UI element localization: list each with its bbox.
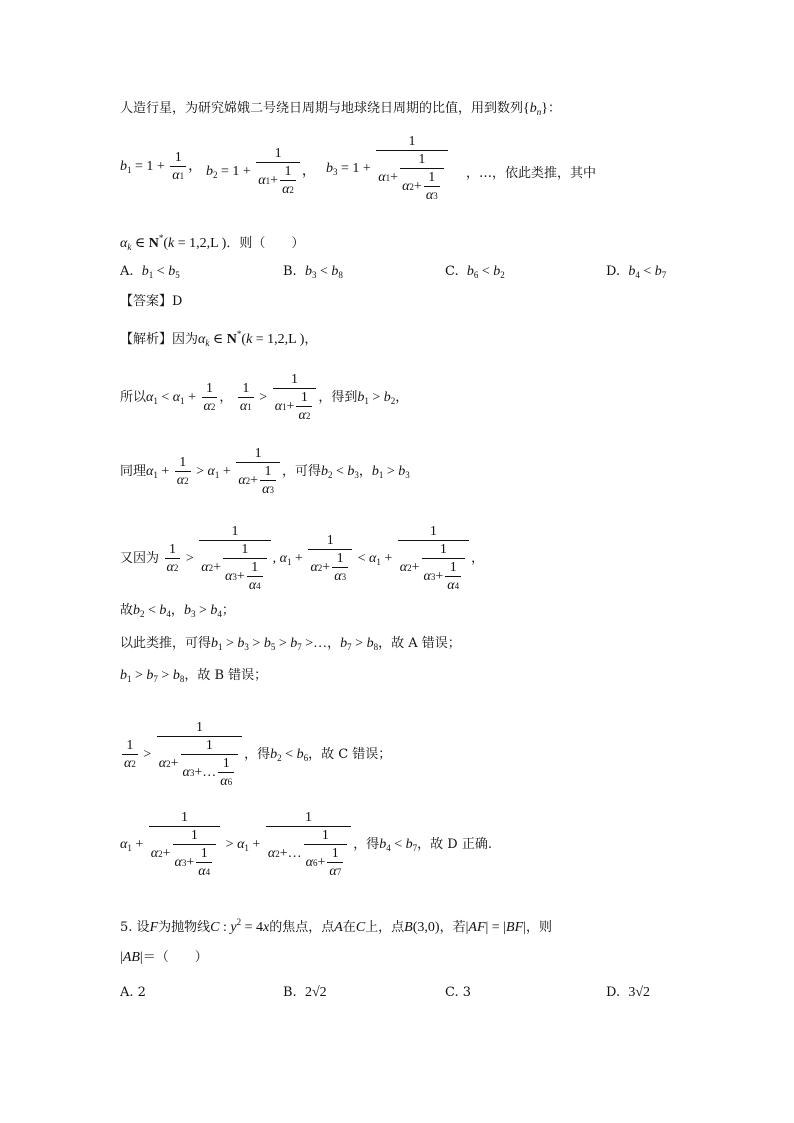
q5-option-d[interactable]: [606, 985, 650, 1001]
l8-result: $b_4 < b_7$: [379, 837, 418, 854]
l2-ineq: $\alpha_1$ + 1 α 2 > $\alpha_1$ + 1 α 2 + 1 α 3: [146, 464, 282, 479]
q4-option-b[interactable]: [283, 264, 343, 280]
alpha-k-condition: $\alpha_k$ ∈ N*(k = 1,2,L ): [198, 329, 305, 348]
q5-text: 在: [342, 920, 356, 935]
alpha-k-condition: $\alpha_k$ ∈ N*(k = 1,2,L ): [120, 233, 227, 252]
answer-value: D: [172, 294, 183, 309]
q5-text: ，若: [439, 920, 466, 935]
l1-suffix: ，得到: [318, 390, 358, 406]
q4-intro-end: ：: [547, 101, 561, 116]
l2-result-b: $b_1 > b_3$: [371, 464, 410, 481]
l2-suffix: ，可得: [281, 464, 321, 480]
b1-definition: $b_1 = 1$ + 1 α 1 ，: [120, 150, 203, 183]
point-b: B(3,0): [404, 920, 440, 935]
analysis-because: 因为: [172, 332, 199, 347]
ab-length: |AB|: [120, 950, 143, 965]
l4-result: $b_2 < b_4$: [133, 603, 171, 619]
answer-label: 【答案】: [120, 294, 173, 309]
l7-mid: ，得: [244, 747, 271, 763]
q4-option-d[interactable]: [606, 264, 666, 280]
l5-chain: $b_1 > b_3 > b_5 > b_7$ >…: [211, 636, 328, 652]
q4-option-a[interactable]: [120, 264, 180, 280]
curve-c: C: [355, 920, 366, 935]
option-math: $b_4 < b_7$: [628, 264, 667, 280]
option-math: $b_3 < b_8$: [304, 264, 343, 280]
l7-tail: ，故 C 错误；: [308, 747, 392, 763]
l6-tail: ，故 B 错误；: [184, 668, 268, 683]
l8-mid: ，得: [353, 837, 380, 853]
option-value: 3√2: [628, 985, 651, 1000]
l8-tail: ，故 D 正确.: [417, 837, 492, 853]
q4-ellipsis-text: ，…，依此类推，其中: [466, 166, 597, 181]
point-a: A: [334, 920, 343, 935]
analysis-line-7: [120, 720, 391, 790]
option-label: D.: [606, 985, 621, 1000]
option-label: B.: [283, 264, 297, 279]
option-math: $b_1 < b_5$: [141, 264, 180, 280]
l5-result: $b_7 > b_8$: [340, 636, 379, 652]
q5-text: ＝（ ）: [142, 950, 208, 965]
q5-text: 为抛物线: [158, 920, 211, 935]
q5-text: 的焦点，点: [269, 920, 335, 935]
option-label: D.: [606, 264, 621, 279]
q5-line-2: [120, 950, 208, 966]
b3-definition: $b_3 = 1$ + 1 α 1 + 1 α 2 + 1 α 3: [326, 134, 450, 204]
option-label: A.: [120, 985, 134, 1000]
q5-text: 设: [136, 920, 150, 935]
analysis-line-1: 所以$\alpha_1 < \alpha_1$ + 1 α 2 ， 1 α 1 > 1 α 1 + 1 α 2 ，得到$b_1 > b_2$，: [120, 372, 409, 423]
l1-ineq-a: $\alpha_1 < \alpha_1$ + 1 α 2: [146, 381, 216, 414]
answer-line: [120, 294, 182, 310]
q4-condition-text: ．则（ ）: [226, 236, 305, 251]
point-f: F: [149, 920, 159, 935]
l4-result-b: $b_3 > b_4$: [183, 603, 222, 619]
af-eq-bf: |AF| = |BF|: [465, 920, 526, 935]
l6-chain: $b_1 > b_7 > b_8$: [120, 668, 185, 684]
l3-ineq-a: 1 α 2 > 1 α 2 + 1 α 3 + 1 α 4 ,: [166, 524, 277, 593]
option-label: A.: [120, 264, 134, 279]
b2-definition: $b_2 = 1$ + 1 α 1 + 1 α 2 ，: [206, 146, 316, 197]
q4-condition-line: [120, 230, 304, 255]
option-label: C.: [445, 985, 459, 1000]
l2-prefix: 同理: [120, 464, 147, 480]
analysis-label: 【解析】: [120, 332, 173, 347]
seq-bn: $\{b_n\}$: [523, 101, 548, 117]
q4-option-c[interactable]: [445, 264, 505, 280]
l2-result: $b_2 < b_3$: [320, 464, 359, 481]
q5-option-a[interactable]: [120, 985, 146, 1000]
l1-result: $b_1 > b_2$: [357, 390, 396, 407]
analysis-line-0: 【解析】因为$\alpha_k$ ∈ N*(k = 1,2,L )，: [120, 329, 318, 348]
option-value: 2: [137, 985, 146, 1000]
l3-prefix: 又因为: [120, 551, 160, 567]
q4-intro-line: [120, 101, 561, 120]
q5-text: ，则: [525, 920, 552, 935]
option-value: 3: [462, 985, 472, 1000]
option-label: B.: [283, 985, 297, 1000]
analysis-line-2: 同理$\alpha_1$ + 1 α 2 > $\alpha_1$ + 1 α 2 + 1 α 3 ，可得$b_2 < b_3$，$b_1 > b_3$: [120, 446, 410, 497]
l5-text: 以此类推，可得: [120, 636, 212, 651]
q5-text: 上，点: [365, 920, 405, 935]
l1-prefix: 所以: [120, 390, 147, 406]
analysis-line-5: 以此类推，可得$b_1 > b_3 > b_5 > b_7$ >…，$b_7 > b_8$，故 A 错误；: [120, 636, 461, 652]
l7-ineq: 1 α 2 > 1 α 2 + 1 α 3 +… 1 α 6: [120, 747, 244, 762]
option-label: C.: [445, 264, 459, 279]
l8-ineq: $\alpha_1$ + 1 α 2 + 1 α 3 + 1 α 4 > $\alpha_1$ + 1 α 2 +… 1 α 6 + 1 α 7: [120, 837, 353, 852]
l5-tail: ，故 A 错误；: [378, 636, 461, 651]
option-math: $b_6 < b_2$: [466, 264, 505, 280]
q4-intro-text: 人造行星，为研究嫦娥二号绕日周期与地球绕日周期的比值，用到数列: [120, 101, 524, 116]
l1-ineq-b: 1 α 1 > 1 α 1 + 1 α 2: [232, 390, 318, 405]
l1-mid: ，: [219, 390, 233, 406]
l7-result: $b_2 < b_6$: [270, 747, 309, 764]
l3-ineq-b: $\alpha_1$ + 1 α 2 + 1 α 3 < $\alpha_1$ + 1 α 2 + 1 α 3 + 1 α 4: [276, 551, 471, 566]
analysis-line-8: [120, 810, 492, 880]
analysis-line-3: 又因为 1 α 2 > 1 α 2 + 1 α 3 + 1 α 4 , $\alpha_1$ + 1 α 2 + 1 α 3 < $\alpha_1$ + 1 α 2 + 1 α 3 + 1 α 4 ，: [120, 524, 485, 593]
q5-option-b[interactable]: [283, 985, 327, 1001]
analysis-line-4: 故$b_2 < b_4$，$b_3 > b_4$；: [120, 603, 235, 619]
analysis-line-6: [120, 668, 267, 687]
q5-line-1: [120, 914, 552, 936]
l4-prefix: 故: [120, 603, 134, 618]
q5-number: 5.: [120, 920, 133, 935]
parabola-eq: C : $y^2 = 4x$: [210, 917, 270, 935]
option-value: 2√2: [304, 985, 327, 1000]
q5-option-c[interactable]: [445, 985, 471, 1000]
